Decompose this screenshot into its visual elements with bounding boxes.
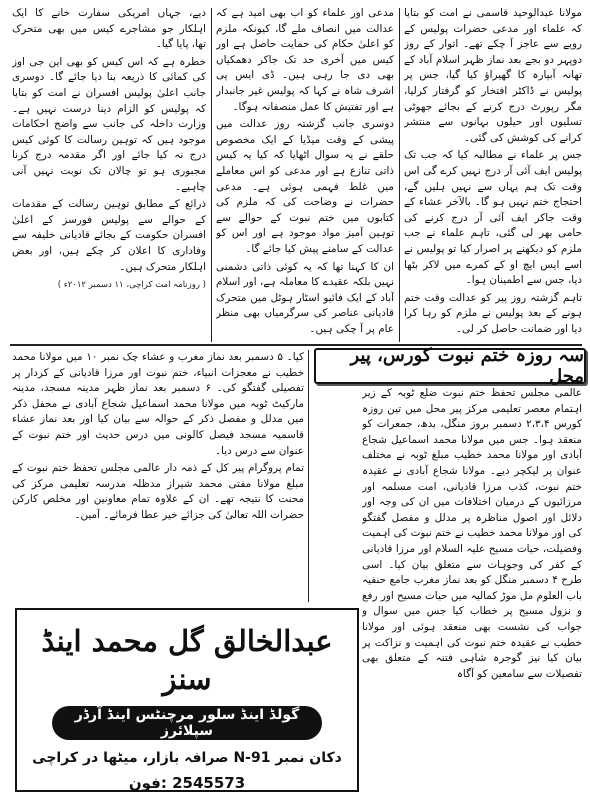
- paragraph: جس پر علماء نے مطالبہ کیا کہ جب تک پولیس ایف آئی آر درج نہیں کرے گی اس وقت تک ہم یہاں سے نہیں ہلیں گے، احتجاج ختم نہیں ہو گا۔ بالآخر عشاء کے وقت جاکر ایف آئی آر درج کرنے کی حامی بھر لی گئی، تاہم علماء نے جب ملزم کو دیکھنے پر اصرار کیا تو پولیس نے اسے ایس ایچ او کے کمرے میں لاکر بٹھا دیا، جس سے اطمینان ہوا۔: [404, 149, 582, 287]
- paragraph: خطرہ ہے کہ اس کیس کو بھی این جی اوز کی کمائی کا ذریعہ بنا دیا جائے گا۔ دوسری جانب اعلیٰ پولیس افسران نے امت کو بتایا کہ پولیس کو الزام دینا درست نہیں ہے۔ وزارت داخلہ کی جانب سے واضح احکامات موجود ہیں کہ توہین رسالت کا کوئی کیس درج نہ کیا جائے اور اگر مقدمہ درج کرنا مجبوری ہو تو چالان تک نوبت نہیں آنی چاہیے۔: [12, 55, 206, 193]
- column-middle: [216, 6, 394, 346]
- ad-banner: [52, 706, 322, 740]
- ad-phone-label: فون:: [128, 774, 167, 792]
- paragraph: تاہم گزشتہ روز پیر کو عدالت وقت ختم ہونے کے بعد پولیس نے ملزم کو رہا کرا دیا اور ضمانت حاصل کر لی۔: [404, 291, 582, 335]
- ad-banner-text: گولڈ اینڈ سلور مرچنٹس اینڈ آرڈر سپلائرز: [74, 707, 300, 739]
- column-divider: [399, 8, 400, 342]
- paragraph: تمام پروگرام پیر کل کے ذمہ دار عالمی مجلس تحفظ ختم نبوت کے مبلغ مولانا مفتی محمد شیراز مدظلہ مدرسہ تعلیمی مرکز کی محنت کا نتیجہ تھے۔ ان کے علاوہ تمام معاونین اور مخلص کارکن حضرات اللہ تعالیٰ کی جزائے خیر عطا فرمائے۔ آمین۔: [12, 462, 304, 521]
- lower-left-article: [12, 350, 304, 602]
- source-note: ( روزنامہ امت کراچی، ۱۱ دسمبر ۲۰۱۲ء ): [57, 280, 206, 291]
- paragraph: کیا۔ ۵ دسمبر بعد نماز مغرب و عشاء چک نمبر ۱۰ میں مولانا محمد خطیب نے معجزات انبیاء، ختم نبوت اور مرزا قادیانی کے کردار پر تفصیلی گفتگو کی۔ ۶ دسمبر بعد نماز ظہر مدینہ مسجد، مدینہ مارکیٹ ٹوبہ میں مولانا محمد اسماعیل شجاع آبادی نے محفل ذکر میں مدلل و مفصل ذکر کے حوالہ سے بیان کیا اور بعد نماز عشاء قاسمیہ مسجد فیصل کالونی میں درس حدیث اور ختم نبوت کے عنوان سے درس دیا۔: [12, 351, 304, 457]
- headline-text: سہ روزہ ختم نبوت کورس، پیر محل: [350, 345, 584, 387]
- ad-business-name: عبدالخالق گل محمد اینڈ سنز: [41, 624, 333, 696]
- paragraph: ذرائع کے مطابق توہین رسالت کے مقدمات کے حوالے سے پولیس فورسز کے اعلیٰ افسران حکومت کے بجائے قادیانی خلیفہ سے وفاداری کا اعلان کر چکے ہیں، اور بعض اہلکار متحرک ہیں۔: [12, 198, 206, 273]
- paragraph: مولانا عبدالوحید قاسمی نے امت کو بتایا کہ علماء اور مدعی حضرات پولیس کے رویے سے عاجز آ چکے تھے۔ اتوار کے روز دوپہر دو بجے بعد نماز ظہر اسلام آباد کے تھانہ آبپارہ کا گھیراؤ کیا گیا، جس پر پولیس نے ڈاکٹر افتخار کو گرفتار کرلیا، مگر رپورٹ درج کرنے کے بجائے جھوٹی تسلیوں اور حیلوں بہانوں سے منتشر کرانے کی کوشش کی گئی۔: [404, 7, 582, 144]
- paragraph: عالمی مجلس تحفظ ختم نبوت ضلع ٹوبہ کے زیر اہتمام معصر تعلیمی مرکز پیر محل میں تین روزہ کورس ۲،۳،۴ دسمبر بروز منگل، بدھ، جمعرات کو منعقد ہوا۔ جس میں مولانا محمد اسماعیل شجاع آبادی اور مولانا محمد خطیب مبلغ ٹوبہ نے مختلف عنوان پر لیکچر دیے۔ مولانا شجاع آبادی نے عقیدہ ختم نبوت، کذب مرزا قادیانی، امت مسلمہ اور مرزائیوں کے درمیان اختلافات میں ان کی وجہ اور دلائل اور اصول مناظرہ پر مدلل و مفصل گفتگو کی اور مولانا محمد خطیب نے ختم نبوت کی اہمیت وفضیلت، حیات مسیح علیہ السلام اور مرزا قادیانی کے کفر کی وجوہات سے متعلق بیان کیا۔ اسی طرح ۴ دسمبر منگل کو بعد نماز مغرب جامع حنفیہ باب العلوم مل موڑ کمالیہ میں حیات مسیح اور رفع و نزول مسیح پر خطاب کیا جس میں سوال و جواب کی نشست بھی منعقد ہوئی اور مولانا خطیب نے عقیدہ ختم نبوت کی اہمیت و نزاکت پر بیان کیا نیز گوجرہ شاہی فتنہ کے متعلق بھی تفصیلات سے سامعین کو آگاہ: [362, 387, 582, 680]
- advertisement-box: [15, 608, 359, 792]
- column-left: [12, 6, 206, 346]
- paragraph: دیے، جہاں امریکی سفارت خانے کا ایک اہلکار جو مشاجرے کیس میں بھی متحرک تھا، پایا گیا۔: [12, 7, 206, 51]
- paragraph: دوسری جانب گزشتہ روز عدالت میں پیشی کے وقت میڈیا کے ایک مخصوص حلقے نے یہ سوال اٹھایا کہ کیا یہ کیس ذاتی تنازع ہے اور مدعی کو اس معاملے میں غلط فہمی ہوئی ہے۔ مدعی حضرات نے وضاحت کی کہ ملزم کی کتابوں میں ختم نبوت کے حوالے سے توہین آمیز مواد موجود ہے اور اس کو عدالت کے سامنے پیش کیا جائے گا۔: [216, 118, 394, 255]
- ad-phone: [17, 774, 357, 792]
- ad-phone-number: 2545573: [172, 774, 246, 792]
- paragraph: مدعی اور علماء کو اب بھی امید ہے کہ عدالت میں انصاف ملے گا، کیونکہ ملزم کو اعلیٰ حکام کی حمایت حاصل ہے اور کیس میں آخری حد تک جاکر دھمکیاں بھی دی جا رہی ہیں۔ ڈی ایس پی اشرف شاہ نے کہا کہ پولیس غیر جانبدار ہے اور تفتیش کا عمل منصفانہ ہوگا۔: [216, 7, 394, 113]
- column-divider: [211, 8, 212, 342]
- article-headline: [314, 345, 586, 387]
- paragraph: ان کا کہنا تھا کہ یہ کوئی ذاتی دشمنی نہیں بلکہ عقیدے کا معاملہ ہے، اور اسلام آباد کے ایک فائیو اسٹار ہوٹل میں متحرک قادیانی عناصر کی سرگرمیاں بھی منظر عام پر آ چکی ہیں۔: [216, 260, 394, 335]
- course-article: [362, 386, 582, 796]
- ad-address: دکان نمبر N-91 صرافہ بازار، میٹھا در کراچی: [32, 750, 342, 766]
- column-divider: [308, 350, 309, 602]
- column-right: [404, 6, 582, 346]
